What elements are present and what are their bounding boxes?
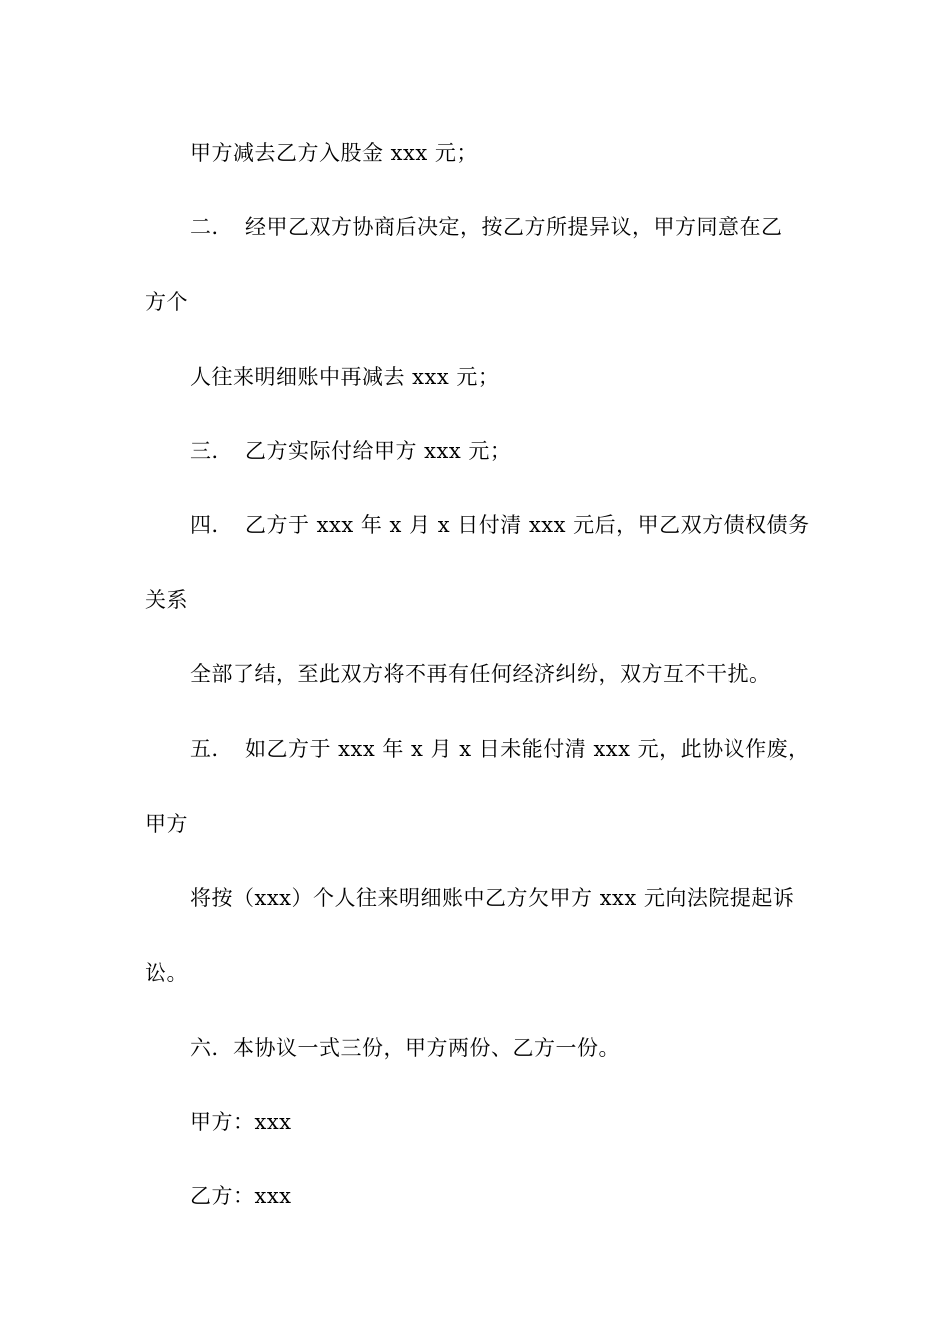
- clause-three: [190, 439, 511, 463]
- clause-number: 六．: [190, 1036, 233, 1060]
- line-text: 乙方：xxx: [190, 1184, 292, 1208]
- clause-two-wrap: [145, 290, 188, 314]
- line-text: 本协议一式三份，甲方两份、乙方一份。: [233, 1036, 620, 1060]
- clause-five-continuation: [190, 886, 794, 910]
- party-a-signature: [190, 1110, 292, 1134]
- clause-two: [190, 215, 783, 239]
- line-text: 乙方实际付给甲方 xxx 元；: [245, 439, 512, 463]
- clause-one-continuation: [190, 141, 478, 165]
- line-text: 讼。: [145, 961, 188, 985]
- line-text: 全部了结，至此双方将不再有任何经济纠纷，双方互不干扰。: [190, 662, 771, 686]
- line-text: 将按（xxx）个人往来明细账中乙方欠甲方 xxx 元向法院提起诉: [190, 886, 795, 910]
- line-text: 乙方于 xxx 年 x 月 x 日付清 xxx 元后，甲乙双方债权债务: [245, 513, 810, 537]
- line-text: 甲方: [145, 812, 188, 836]
- line-text: 经甲乙双方协商后决定，按乙方所提异议，甲方同意在乙: [245, 215, 783, 239]
- clause-number: 五．: [190, 737, 233, 761]
- party-b-signature: [190, 1184, 292, 1208]
- clause-number: 三．: [190, 439, 233, 463]
- clause-four-wrap: [145, 588, 188, 612]
- line-text: 关系: [145, 588, 188, 612]
- clause-five-wrap: [145, 812, 188, 836]
- clause-six: [190, 1036, 620, 1060]
- line-text: 如乙方于 xxx 年 x 月 x 日未能付清 xxx 元，此协议作废，: [245, 737, 810, 761]
- clause-five: [190, 737, 810, 761]
- clause-number: 四．: [190, 513, 233, 537]
- clause-two-continuation: [190, 365, 499, 389]
- line-text: 方个: [145, 290, 188, 314]
- clause-four: [190, 513, 810, 537]
- line-text: 人往来明细账中再减去 xxx 元；: [190, 365, 500, 389]
- clause-four-continuation: [190, 662, 771, 686]
- clause-five-wrap-2: [145, 961, 188, 985]
- clause-number: 二．: [190, 215, 233, 239]
- line-text: 甲方减去乙方入股金 xxx 元；: [190, 141, 478, 165]
- line-text: 甲方：xxx: [190, 1110, 292, 1134]
